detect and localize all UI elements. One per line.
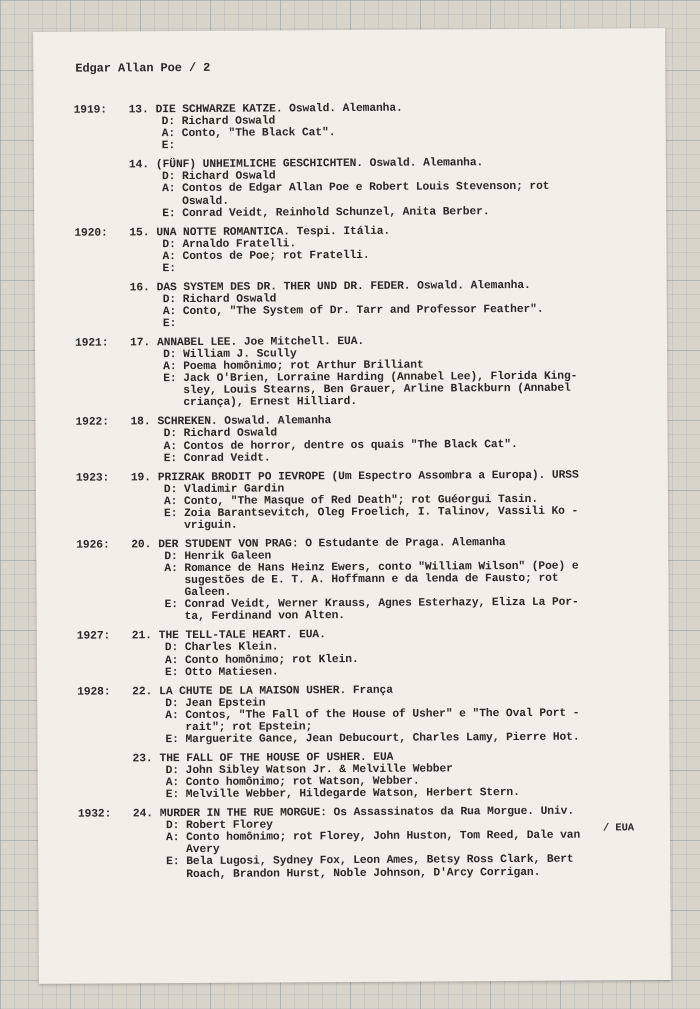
entry-detail-line: A: Conto homônimo; rot Florey, John Huston, Tom Reed, Dale van (165, 829, 581, 845)
entry-detail-line: sugestões de E. T. A. Hoffmann e da lenda de Fausto; rot (184, 572, 559, 588)
entry-detail-line: A: Conto, "The Masque of Red Death"; rot Guéorgui Tasin. (163, 493, 539, 508)
entry-detail-line: A: Conto, "The System of Dr. Tarr and Professor Feather". (162, 303, 544, 319)
entry-detail-line: A: Romance de Hans Heinz Ewers, conto "William Wilson" (Poe) e (164, 560, 579, 576)
handwritten-annotation: / EUA (602, 822, 635, 835)
entry-detail-line: D: John Sibley Watson Jr. & Melville Webber (165, 763, 453, 778)
entry-number: 16. (129, 281, 150, 295)
entry-detail-line: A: Conto homônimo; rot Watson, Webber. (165, 775, 420, 790)
entry-detail-line: ta, Ferdinand von Alten. (184, 610, 346, 624)
entry-detail-line: E: (162, 318, 177, 331)
entry-detail-line: A: Contos, "The Fall of the House of Usher" e "The Oval Port - (165, 707, 580, 722)
entry-detail-line: criança), Ernest Hilliard. (183, 396, 358, 410)
entry-number: 18. (130, 416, 151, 429)
entry-detail-line: E: (162, 262, 176, 275)
entry-number: 23. (132, 753, 153, 766)
entry-detail-line: D: Richard Oswald (161, 170, 276, 184)
entry-detail-line: D: Richard Oswald (163, 427, 278, 441)
entry-number: 22. (132, 685, 153, 698)
filmography-document (33, 28, 671, 984)
entry-detail-line: E: Bela Lugosi, Sydney Fox, Leon Ames, Betsy Ross Clark, Bert (166, 854, 574, 869)
entry-detail-line: E: Zoia Barantsevitch, Oleg Froelich, I. Talinov, Vassili Ko - (164, 505, 579, 520)
entry-year: 1922: (75, 416, 109, 429)
entry-detail-line: Avery (186, 844, 220, 857)
entry-title: (FÜNF) UNHEIMLICHE GESCHICHTEN. Oswald. Alemanha. (155, 157, 484, 172)
entry-detail-line: sley, Louis Stearns, Ben Grauer, Arline Blackburn (Annabel (183, 382, 571, 398)
entry-detail-line: D: William J. Scully (163, 348, 297, 362)
entry-title: THE TELL-TALE HEART. EUA. (158, 629, 326, 643)
entry-detail-line: D: Richard Oswald (161, 115, 276, 129)
entry-detail-line: A: Poema homônimo; rot Arthur Brilliant (163, 359, 424, 374)
entry-detail-line: E: Otto Matiesen. (164, 666, 279, 679)
entry-number: 21. (131, 630, 152, 643)
entry-detail-line: D: Jean Epstein (165, 697, 266, 710)
entry-detail-line: D: Richard Oswald (162, 293, 277, 306)
entry-detail-line: D: Vladimir Gardin (163, 483, 285, 496)
entry-detail-line: Oswald. (182, 195, 229, 208)
entry-year: 1928: (77, 685, 111, 699)
entry-year: 1921: (74, 337, 109, 350)
entry-detail-line: Galeen. (184, 586, 232, 600)
entry-detail-line: D: Charles Klein. (164, 641, 279, 655)
entry-detail-line: E: Conrad Veidt. (163, 452, 271, 465)
entry-detail-line: rait"; rot Epstein; (185, 721, 313, 734)
entry-detail-line: D: Robert Florey (165, 819, 273, 833)
entry-number: 19. (130, 471, 151, 484)
entry-detail-line: Roach, Brandon Hurst, Noble Johnson, D'Arcy Corrigan. (186, 866, 541, 881)
entry-year: 1927: (76, 630, 111, 643)
entry-title: DAS SYSTEM DES DR. THER UND DR. FEDER. Oswald. Alemanha. (156, 279, 531, 294)
entry-title: SCHREKEN. Oswald. Alemanha (157, 415, 332, 429)
entry-number: 14. (128, 159, 149, 172)
entry-title: LA CHUTE DE LA MAISON USHER. França (159, 684, 393, 698)
entry-title: UNA NOTTE ROMANTICA. Tespi. Itália. (156, 225, 391, 239)
entry-detail-line: D: Arnaldo Fratelli. (162, 237, 297, 251)
entry-detail-line: E: Conrad Veidt, Werner Krauss, Agnes Esterhazy, Eliza La Por- (164, 596, 579, 612)
entry-detail-line: D: Henrik Galeen (164, 550, 272, 564)
entry-detail-line: A: Conto, "The Black Cat". (161, 127, 336, 141)
entry-detail-line: E: Jack O'Brien, Lorraine Harding (Annabel Lee), Florida King- (163, 370, 578, 386)
entry-title: DIE SCHWARZE KATZE. Oswald. Alemanha. (155, 102, 403, 117)
entry-detail-line: A: Contos de horror, dentre os quais "The Black Cat". (163, 438, 518, 453)
entry-title: ANNABEL LEE. Joe Mitchell. EUA. (156, 335, 365, 350)
paper-sheet (33, 28, 671, 984)
entry-detail-line: E: Melville Webber, Hildegarde Watson, Herbert Stern. (165, 787, 520, 802)
entry-number: 15. (129, 226, 150, 239)
entry-detail-line: A: Conto homônimo; rot Klein. (164, 653, 359, 667)
entry-title: THE FALL OF THE HOUSE OF USHER. EUA (159, 751, 394, 765)
entry-number: 13. (128, 104, 149, 117)
entry-year: 1919: (73, 104, 108, 117)
entry-number: 20. (131, 539, 152, 552)
entry-detail-line: vriguin. (184, 519, 238, 532)
entry-detail-line: E: Marguerite Gance, Jean Debucourt, Charles Lamy, Pierre Hot. (165, 731, 580, 747)
entry-title: PRIZRAK BRODIT PO IEVROPE (Um Espectro Assombra a Europa). URSS (157, 469, 579, 484)
entry-year: 1932: (77, 808, 112, 821)
entry-year: 1923: (75, 471, 110, 485)
entry-number: 17. (129, 337, 151, 350)
entry-number: 24. (132, 808, 153, 821)
entry-year: 1926: (76, 539, 110, 552)
entry-detail-line: A: Contos de Edgar Allan Poe e Robert Louis Stevenson; rot (162, 181, 550, 196)
entry-detail-line: E: Conrad Veidt, Reinhold Schunzel, Anita Berber. (162, 205, 490, 220)
entry-title: DER STUDENT VON PRAG: O Estudante de Praga. Alemanha (158, 536, 506, 551)
entry-title: MURDER IN THE RUE MORGUE: Os Assassinatos da Rua Morgue. Univ. (159, 805, 575, 821)
entry-year: 1920: (74, 226, 108, 240)
entry-detail-line: A: Contos de Poe; rot Fratelli. (162, 249, 370, 263)
entry-detail-line: E: (161, 140, 176, 153)
page-header: Edgar Allan Poe / 2 (75, 60, 211, 76)
